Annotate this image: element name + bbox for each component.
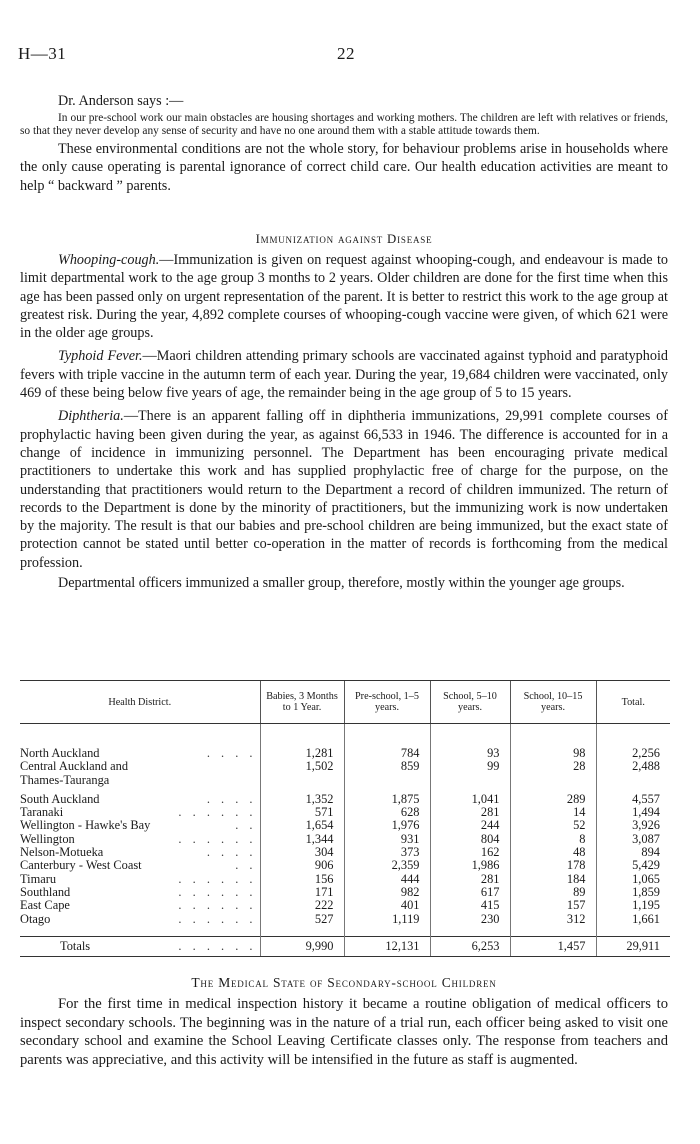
leader-dots: . . . . . . <box>178 938 257 953</box>
preschool-cell: 859 <box>344 760 430 787</box>
leader-dots: . . . . . . <box>178 898 257 913</box>
preschool-cell: 1,976 <box>344 819 430 832</box>
total-cell: 2,488 <box>596 760 670 787</box>
table-row <box>20 760 670 787</box>
leader-dots: . . <box>235 858 257 873</box>
table-row <box>20 899 670 912</box>
report-code: H—31 <box>18 44 67 63</box>
school-5-10-cell: 1,041 <box>430 793 510 806</box>
preschool-cell: 1,119 <box>344 913 430 926</box>
school-5-10-cell: 162 <box>430 846 510 859</box>
page-number: 22 <box>337 44 355 63</box>
col-babies: Babies, 3 Months to 1 Year. <box>260 681 344 724</box>
table-gap-row <box>20 926 670 937</box>
departmental-paragraph: Departmental officers immunized a smaller group, therefore, mostly within the younger age groups. <box>58 575 625 592</box>
col-school-5-10: School, 5–10 years. <box>430 681 510 724</box>
school-5-10-cell: 93 <box>430 747 510 760</box>
diphtheria-text: —There is an apparent falling off in diphtheria immunizations, 29,991 complete courses of prophylactic having been given during the year, as against 66,533 in 1946. The difference is accounted for in a change of incidence in immunizing personnel. The Department has been encouraging private medical practitioners to undertake this work and has supplied prophylactic free of charge for the purpose, on the understanding that practitioners would return to the Department a record of children immunized. The return of records to the Department is done by the minority of practitioners, but the immunizing work is now undertaken by the majority. The result is that our babies and pre-school children are being immunized, but the exact state of protection cannot be stated until better co-operation in the matter of records is forthcoming from the medical profession. <box>20 408 668 571</box>
total-cell: 3,926 <box>596 819 670 832</box>
table-row <box>20 846 670 859</box>
school-10-15-cell: 14 <box>510 806 596 819</box>
school-5-10-cell: 617 <box>430 886 510 899</box>
school-10-15-cell: 48 <box>510 846 596 859</box>
preschool-cell: 931 <box>344 833 430 846</box>
whooping-cough-text: —Immunization is given on request against whooping-cough, and endeavour is made to limit departmental work to the age group 3 months to 2 years. Older children are done for the first time when this age has been passed only on urgent representation of the parent. It is better to restrict this work to the age group at greatest risk. During the year, 4,892 complete courses of whooping-cough vaccine were given, of which 621 were in the older age groups. <box>20 252 668 342</box>
table-row <box>20 747 670 760</box>
immunization-heading: Immunization against Disease <box>255 232 433 246</box>
district-cell <box>20 760 260 787</box>
school-5-10-cell: 281 <box>430 806 510 819</box>
typhoid-text: —Maori children attending primary schools are vaccinated against typhoid and paratyphoid fevers with triple vaccine in the autumn term of each year. During the year, 19,684 children were vaccinated, only 469 of these being below five years of age, the remainder being in the age group of 5 to 15 years. <box>20 348 668 402</box>
babies-cell: 222 <box>260 899 344 912</box>
school-5-10-cell: 804 <box>430 833 510 846</box>
leader-dots: . . . . . . <box>178 831 257 846</box>
school-10-15-cell: 178 <box>510 859 596 872</box>
immunization-table <box>20 680 670 957</box>
district-name: Wellington - Hawke's Bay <box>20 818 151 833</box>
school-10-15-cell: 52 <box>510 819 596 832</box>
district-cell <box>20 913 260 926</box>
total-cell: 29,911 <box>596 936 670 956</box>
table-row <box>20 886 670 899</box>
babies-cell: 1,344 <box>260 833 344 846</box>
immunization-section <box>20 232 668 592</box>
babies-cell: 527 <box>260 913 344 926</box>
leader-dots: . . <box>235 818 257 833</box>
total-cell: 1,195 <box>596 899 670 912</box>
babies-cell: 1,352 <box>260 793 344 806</box>
school-10-15-cell: 89 <box>510 886 596 899</box>
speaker-line: Dr. Anderson says :— <box>58 93 184 109</box>
school-5-10-cell: 99 <box>430 760 510 787</box>
babies-cell: 156 <box>260 873 344 886</box>
leader-dots <box>169 760 257 787</box>
school-10-15-cell: 8 <box>510 833 596 846</box>
leader-dots: . . . . . . <box>178 871 257 886</box>
district-name: Taranaki <box>20 805 64 820</box>
district-cell <box>20 936 260 956</box>
table-row <box>20 819 670 832</box>
table-spacer-row <box>20 724 670 748</box>
table-row <box>20 859 670 872</box>
secondary-paragraph: For the first time in medical inspection history it became a routine obligation of medical officers to inspect secondary schools. The beginning was in the nature of a trial run, each officer being asked to visit one secondary school and examine the School Leaving Certificate classes only. The response from teachers and parents was appreciative, and this activity will be intensified in the future as staff is augmented. <box>20 996 668 1068</box>
environment-paragraph: These environmental conditions are not the whole story, for behaviour problems arise in households where the only cause operating is parental ignorance of correct child care. Our health education activities are meant to help “ backward ” parents. <box>20 141 668 194</box>
total-cell: 2,256 <box>596 747 670 760</box>
district-cell <box>20 846 260 859</box>
babies-cell: 571 <box>260 806 344 819</box>
col-health-district: Health District. <box>20 681 260 724</box>
total-cell: 3,087 <box>596 833 670 846</box>
totals-label: Totals <box>60 938 91 953</box>
school-5-10-cell: 415 <box>430 899 510 912</box>
district-name: Wellington <box>20 831 75 846</box>
district-name: Canterbury - West Coast <box>20 858 142 873</box>
total-cell: 5,429 <box>596 859 670 872</box>
district-name: North Auckland <box>20 746 100 760</box>
district-cell <box>20 859 260 872</box>
table-row <box>20 793 670 806</box>
preschool-cell: 12,131 <box>344 936 430 956</box>
table-row <box>20 913 670 926</box>
table-header-row <box>20 681 670 724</box>
district-name: South Auckland <box>20 791 100 806</box>
district-name: Central Auckland and Thames-Tauranga <box>20 759 129 787</box>
preschool-cell: 401 <box>344 899 430 912</box>
preschool-cell: 982 <box>344 886 430 899</box>
district-cell <box>20 806 260 819</box>
table-row <box>20 873 670 886</box>
leader-dots: . . . . <box>206 791 257 806</box>
preschool-cell: 2,359 <box>344 859 430 872</box>
intro-section <box>20 92 668 195</box>
preschool-cell: 628 <box>344 806 430 819</box>
school-5-10-cell: 1,986 <box>430 859 510 872</box>
school-10-15-cell: 184 <box>510 873 596 886</box>
col-school-10-15: School, 10–15 years. <box>510 681 596 724</box>
whooping-cough-paragraph <box>20 251 668 342</box>
leader-dots: . . . . . . <box>178 884 257 899</box>
babies-cell: 1,502 <box>260 760 344 787</box>
col-total: Total. <box>596 681 670 724</box>
total-cell: 1,859 <box>596 886 670 899</box>
district-cell <box>20 899 260 912</box>
school-10-15-cell: 28 <box>510 760 596 787</box>
leader-dots: . . . . . . <box>178 911 257 926</box>
leader-dots: . . . . . . <box>178 805 257 820</box>
babies-cell: 9,990 <box>260 936 344 956</box>
total-cell: 1,065 <box>596 873 670 886</box>
babies-cell: 304 <box>260 846 344 859</box>
total-cell: 1,661 <box>596 913 670 926</box>
table-row <box>20 806 670 819</box>
preschool-cell: 373 <box>344 846 430 859</box>
table-row <box>20 833 670 846</box>
quote-text: In our pre-school work our main obstacles are housing shortages and working mothers. The children are left with relatives or friends, so that they never develop any sense of security and have no one around them with a stable attitude towards them. <box>20 112 668 137</box>
whooping-cough-lead: Whooping-cough. <box>58 252 160 268</box>
typhoid-lead: Typhoid Fever. <box>58 348 143 365</box>
babies-cell: 1,654 <box>260 819 344 832</box>
leader-dots: . . . . <box>206 746 257 760</box>
school-5-10-cell: 6,253 <box>430 936 510 956</box>
school-5-10-cell: 244 <box>430 819 510 832</box>
preschool-cell: 1,875 <box>344 793 430 806</box>
district-name: Otago <box>20 911 51 926</box>
diphtheria-lead: Diphtheria. <box>58 408 124 425</box>
preschool-cell: 444 <box>344 873 430 886</box>
col-preschool: Pre-school, 1–5 years. <box>344 681 430 724</box>
school-10-15-cell: 98 <box>510 747 596 760</box>
district-cell <box>20 747 260 760</box>
babies-cell: 906 <box>260 859 344 872</box>
secondary-heading: The Medical State of Secondary-school Children <box>191 975 497 990</box>
district-cell <box>20 873 260 886</box>
babies-cell: 1,281 <box>260 747 344 760</box>
table-body <box>20 724 670 957</box>
school-10-15-cell: 157 <box>510 899 596 912</box>
leader-dots: . . . . <box>206 845 257 860</box>
secondary-section <box>20 975 668 1069</box>
totals-row <box>20 936 670 956</box>
diphtheria-paragraph <box>20 407 668 572</box>
district-cell <box>20 793 260 806</box>
total-cell: 1,494 <box>596 806 670 819</box>
school-5-10-cell: 281 <box>430 873 510 886</box>
total-cell: 4,557 <box>596 793 670 806</box>
district-cell <box>20 819 260 832</box>
total-cell: 894 <box>596 846 670 859</box>
district-cell <box>20 833 260 846</box>
district-name: East Cape <box>20 898 70 913</box>
preschool-cell: 784 <box>344 747 430 760</box>
district-name: Nelson-Motueka <box>20 845 104 860</box>
school-10-15-cell: 1,457 <box>510 936 596 956</box>
district-cell <box>20 886 260 899</box>
school-5-10-cell: 230 <box>430 913 510 926</box>
district-name: Timaru <box>20 871 57 886</box>
babies-cell: 171 <box>260 886 344 899</box>
district-name: Southland <box>20 884 71 899</box>
school-10-15-cell: 289 <box>510 793 596 806</box>
school-10-15-cell: 312 <box>510 913 596 926</box>
typhoid-paragraph <box>20 347 668 402</box>
